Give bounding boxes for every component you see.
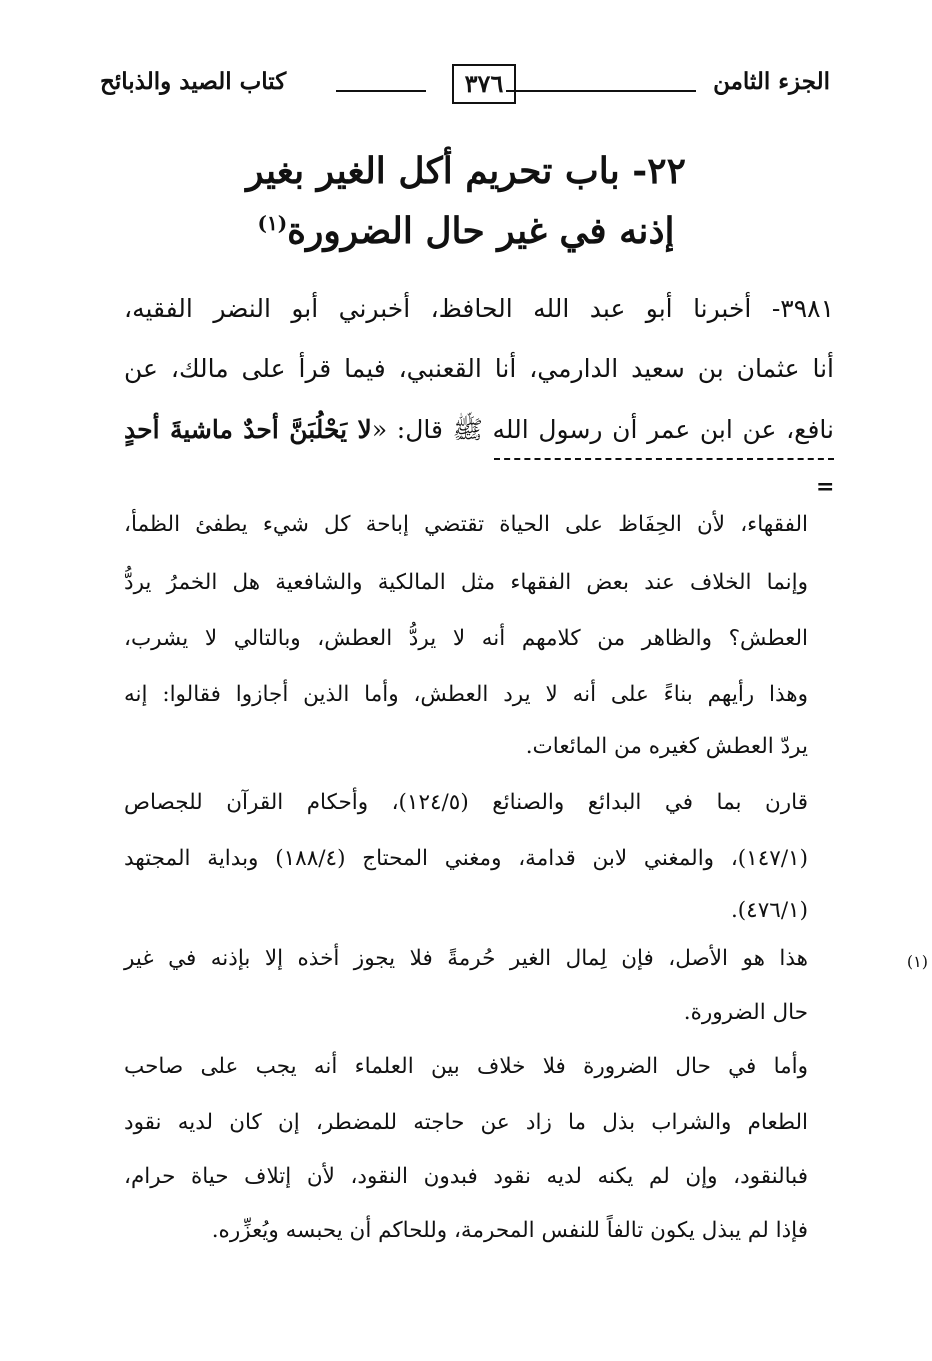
footnote-line: العطش؟ والظاهر من كلامهم أنه لا يردُّ العطش، وبالتالي لا يشرب،: [124, 626, 808, 651]
footnote-1-line: هذا هو الأصل، فإن لِمال الغير حُرمةً فلا يجوز أخذه إلا بإذنه في غير: [124, 946, 808, 971]
running-header: [100, 62, 830, 114]
footnote-1-continued-line: الطعام والشراب بذل ما زاد عن حاجته للمضطر، إن كان لديه نقود: [124, 1110, 808, 1135]
volume-label: الجزء الثامن: [713, 68, 830, 95]
footnote-line: يردّ العطش كغيره من المائعات.: [525, 734, 808, 759]
footnote-reference-line: قارن بما في البدائع والصنائع (١٢٤/٥)، وأحكام القرآن للجصاص: [124, 790, 808, 815]
footnote-1-line: حال الضرورة.: [683, 1000, 808, 1025]
chapter-title-text: إذنه في غير حال الضرورة: [287, 210, 675, 252]
book-title-label: كتاب الصيد والذبائح: [100, 68, 287, 95]
footnote-1-continued-line: وأما في حال الضرورة فلا خلاف بين العلماء أنه يجب على صاحب: [124, 1054, 808, 1079]
footnote-line: الفقهاء، لأن الحِفَاظ على الحياة تقتضي إباحة كل شيء يطفئ الظمأ،: [124, 512, 808, 537]
footnote-line: وهذا رأيهم بناءً على أنه لا يرد العطش، وأما الذين أجازوا فقالوا: إنه: [124, 682, 808, 707]
footnote-reference-line: (٤٧٦/١).: [730, 898, 808, 923]
main-text-line-2: أنا عثمان بن سعيد الدارمي، أنا القعنبي، فيما قرأ على مالك، عن: [124, 354, 834, 383]
main-text-line-3: [124, 414, 834, 451]
footnote-separator: [494, 458, 834, 460]
page-number: ٣٧٦: [452, 64, 516, 104]
footnote-line: وإنما الخلاف عند بعض الفقهاء مثل المالكية والشافعية هل الخمرُ يردُّ: [124, 570, 808, 595]
main-text-bold: لا يَحْلُبَنَّ أحدٌ ماشيةَ أحدٍ: [124, 415, 372, 444]
header-rule-right: [506, 90, 696, 92]
chapter-title-line-1: ٢٢- باب تحريم أكل الغير بغير: [246, 150, 686, 192]
footnote-1-continued-line: فإذا لم يبذل يكون تالفاً للنفس المحرمة، وللحاكم أن يحبسه ويُعزِّره.: [211, 1218, 808, 1243]
header-rule-left: [336, 90, 426, 92]
main-text-line-1: ٣٩٨١- أخبرنا أبو عبد الله الحافظ، أخبرني أبو النضر الفقيه،: [124, 294, 834, 323]
footnote-number: (١): [906, 952, 928, 971]
main-text-plain: نافع، عن ابن عمر أن رسول الله ﷺ قال: «: [371, 415, 835, 444]
continuation-mark: =: [816, 474, 835, 500]
chapter-title-line-2: [140, 210, 792, 252]
footnote-reference: (١): [257, 211, 288, 235]
footnote-reference-line: (١٤٧/١)، والمغني لابن قدامة، ومغني المحتاج (١٨٨/٤) وبداية المجتهد: [124, 846, 808, 871]
footnote-1-continued-line: فبالنقود، وإن لم يكنه لديه نقود فبدون النقود، لأن إتلاف حياة حرام،: [124, 1164, 808, 1189]
